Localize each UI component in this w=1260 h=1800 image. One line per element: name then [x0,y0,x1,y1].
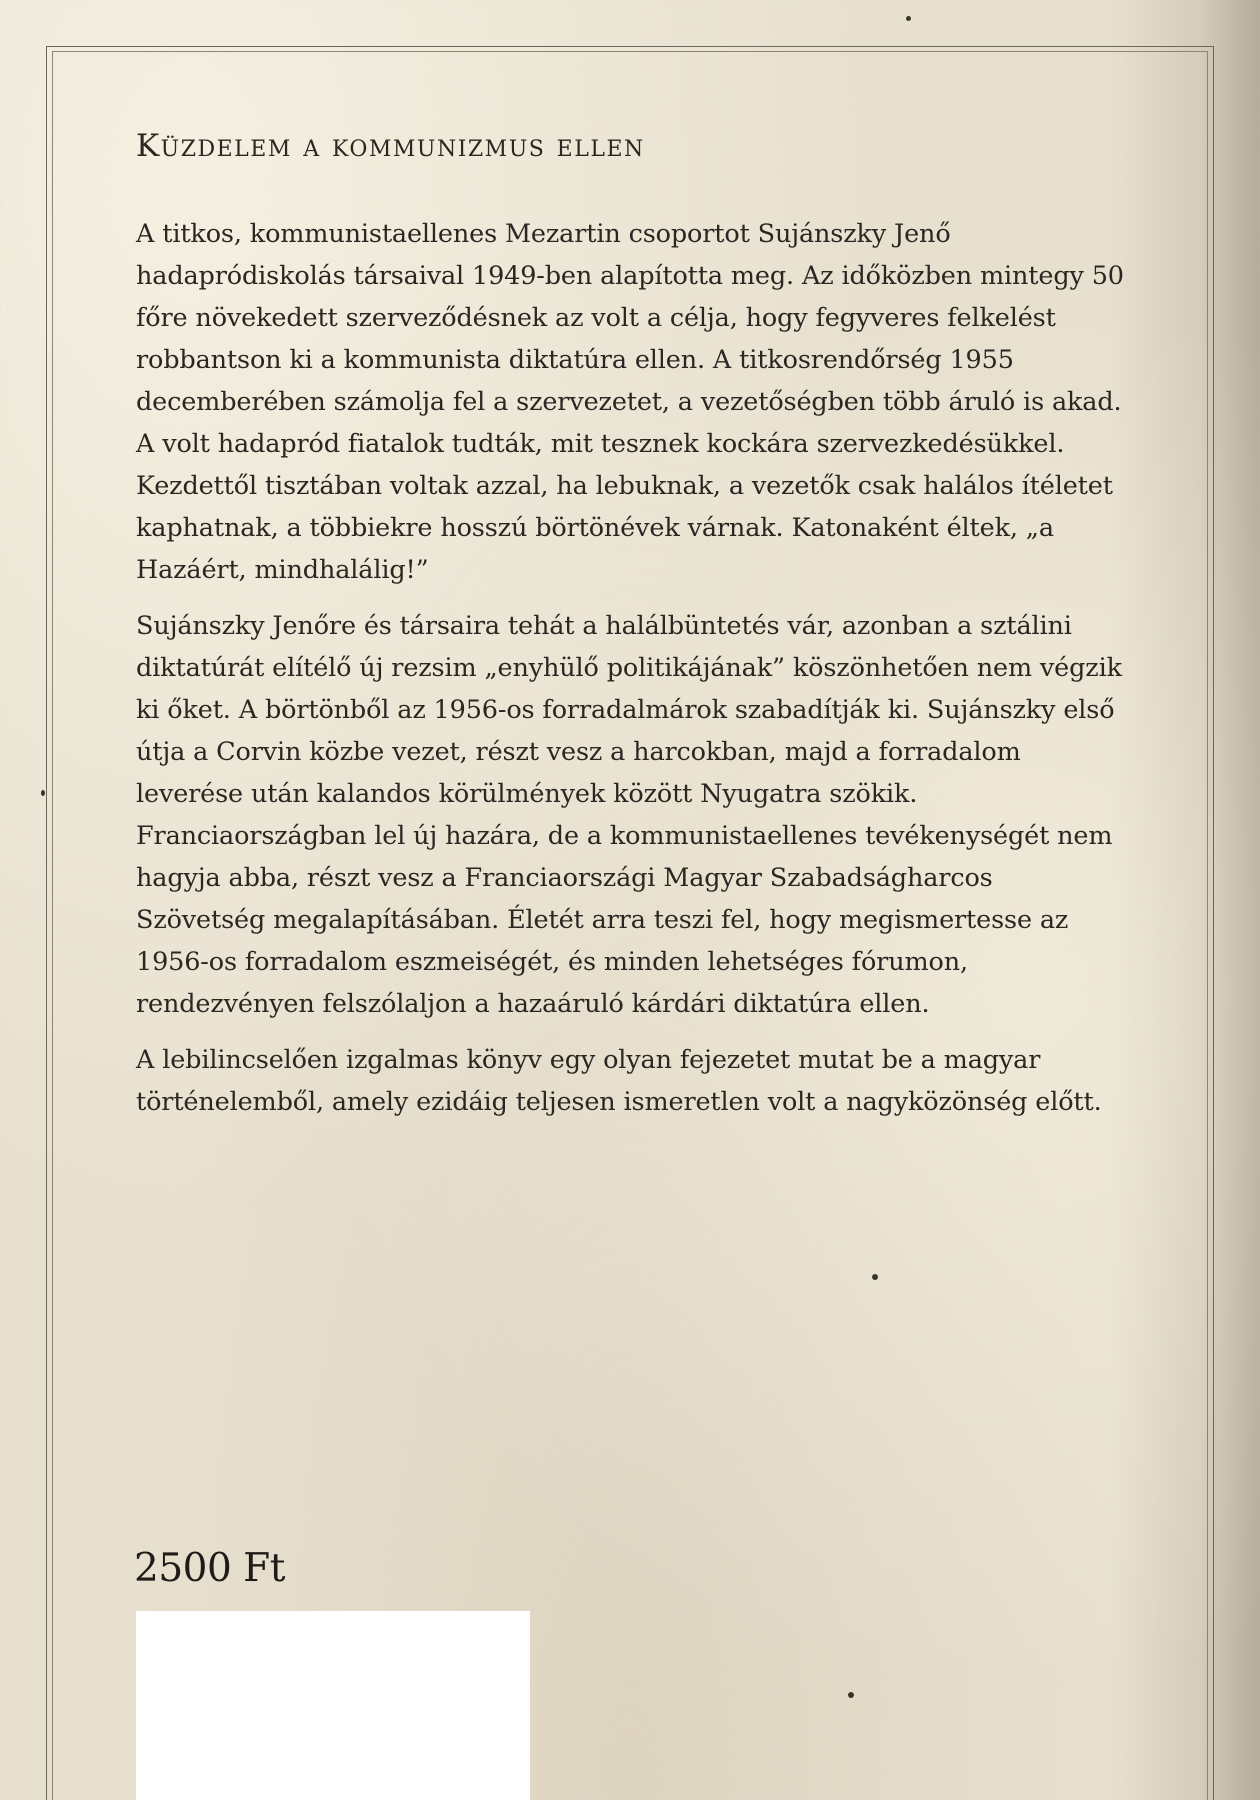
barcode-area [136,1611,530,1800]
paper-speck [41,790,45,796]
paragraph-1: A titkos, kommunistaellenes Mezartin csoportot Sujánszky Jenő hadapródiskolás társaival 1949-ben alapította meg. Az időközben mintegy 50 főre növekedett szerveződésnek az volt a célja, hogy fegyveres felkelést robbantson ki a kommunista diktatúra ellen. A titkosrendőrség 1955 decemberében számolja fel a szervezetet, a vezetőségben több áruló is akad. A volt hadapród fiatalok tudták, mit tesznek kockára szervezkedésükkel. Kezdettől tisztában voltak azzal, ha lebuknak, a vezetők csak halálos ítéletet kaphatnak, a többiekre hosszú börtönévek várnak. Katonaként éltek, „a Hazáért, mindhalálig!” [136,219,1124,586]
paragraph-3: A lebilincselően izgalmas könyv egy olyan fejezetet mutat be a magyar történelemből, amely ezidáig teljesen ismeretlen volt a nagyközönség előtt. [136,1045,1102,1118]
paper-speck [906,16,911,21]
section-heading: Küzdelem a kommunizmus ellen [136,128,645,164]
paper-speck [872,1274,878,1280]
back-cover-text [136,128,1126,1137]
paragraph-2: Sujánszky Jenőre és társaira tehát a halálbüntetés vár, azonban a sztálini diktatúrát elítélő új rezsim „enyhülő politikájának” köszönhetően nem végzik ki őket. A börtönből az 1956-os forradalmárok szabadítják ki. Sujánszky első útja a Corvin közbe vezet, részt vesz a harcokban, majd a forradalom leverése után kalandos körülmények között Nyugatra szökik. Franciaországban lel új hazára, de a kommunistaellenes tevékenységét nem hagyja abba, részt vesz a Franciaországi Magyar Szabadságharcos Szövetség megalapításában. Életét arra teszi fel, hogy megismertesse az 1956-os forradalom eszmeiségét, és minden lehetséges fórumon, rendezvényen felszólaljon a hazaáruló kárdári diktatúra ellen. [136,611,1122,1020]
price-label: 2500 Ft [134,1546,285,1591]
paper-speck [848,1692,854,1698]
